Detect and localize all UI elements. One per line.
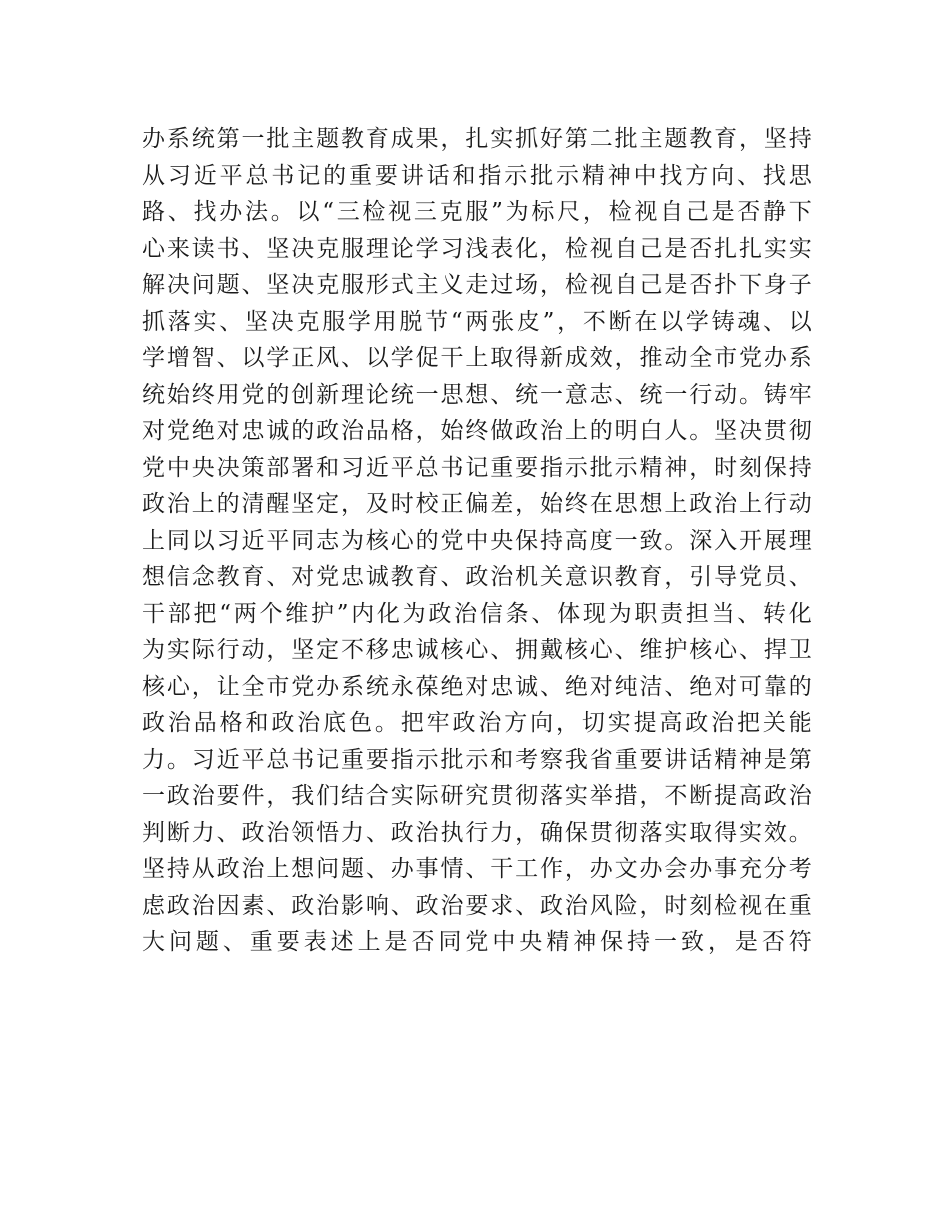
text-line: 党中央决策部署和习近平总书记重要指示批示精神，时刻保持 [142,454,812,481]
text-line: 一政治要件，我们结合实际研究贯彻落实举措，不断提高政治 [142,783,812,809]
text-line: 心来读书、坚决克服理论学习浅表化，检视自己是否扎扎实实 [142,235,812,262]
text-line: 大问题、重要表述上是否同党中央精神保持一致，是否符 [142,929,812,955]
text-line: 力。习近平总书记重要指示批示和考察我省重要讲话精神是第 [142,746,812,773]
text-line: 解决问题、坚决克服形式主义走过场，检视自己是否扑下身子 [142,272,812,298]
text-line: 判断力、政治领悟力、政治执行力，确保贯彻落实取得实效。 [142,819,812,846]
text-line: 学增智、以学正风、以学促干上取得新成效，推动全市党办系 [142,345,812,371]
text-line: 干部把“两个维护”内化为政治信条、体现为职责担当、转化 [142,600,812,627]
text-line: 坚持从政治上想问题、办事情、干工作，办文办会办事充分考 [142,856,812,882]
text-line: 路、找办法。以“三检视三克服”为标尺，检视自己是否静下 [142,199,812,225]
text-line: 对党绝对忠诚的政治品格，始终做政治上的明白人。坚决贯彻 [142,418,812,444]
text-line: 办系统第一批主题教育成果，扎实抓好第二批主题教育，坚持 [142,126,812,152]
text-line: 政治品格和政治底色。把牢政治方向，切实提高政治把关能 [142,710,812,736]
text-line: 统始终用党的创新理论统一思想、统一意志、统一行动。铸牢 [142,381,812,408]
text-line: 政治上的清醒坚定，及时校正偏差，始终在思想上政治上行动 [142,491,812,517]
text-line: 虑政治因素、政治影响、政治要求、政治风险，时刻检视在重 [142,892,812,919]
text-line: 核心，让全市党办系统永葆绝对忠诚、绝对纯洁、绝对可靠的 [142,673,812,700]
text-line: 上同以习近平同志为核心的党中央保持高度一致。深入开展理 [142,527,812,554]
text-line: 抓落实、坚决克服学用脱节“两张皮”，不断在以学铸魂、以 [142,308,812,335]
text-line: 为实际行动，坚定不移忠诚核心、拥戴核心、维护核心、捍卫 [142,637,812,663]
text-line: 想信念教育、对党忠诚教育、政治机关意识教育，引导党员、 [142,564,812,590]
body-paragraph [142,121,812,961]
text-line: 从习近平总书记的重要讲话和指示批示精神中找方向、找思 [142,162,812,189]
